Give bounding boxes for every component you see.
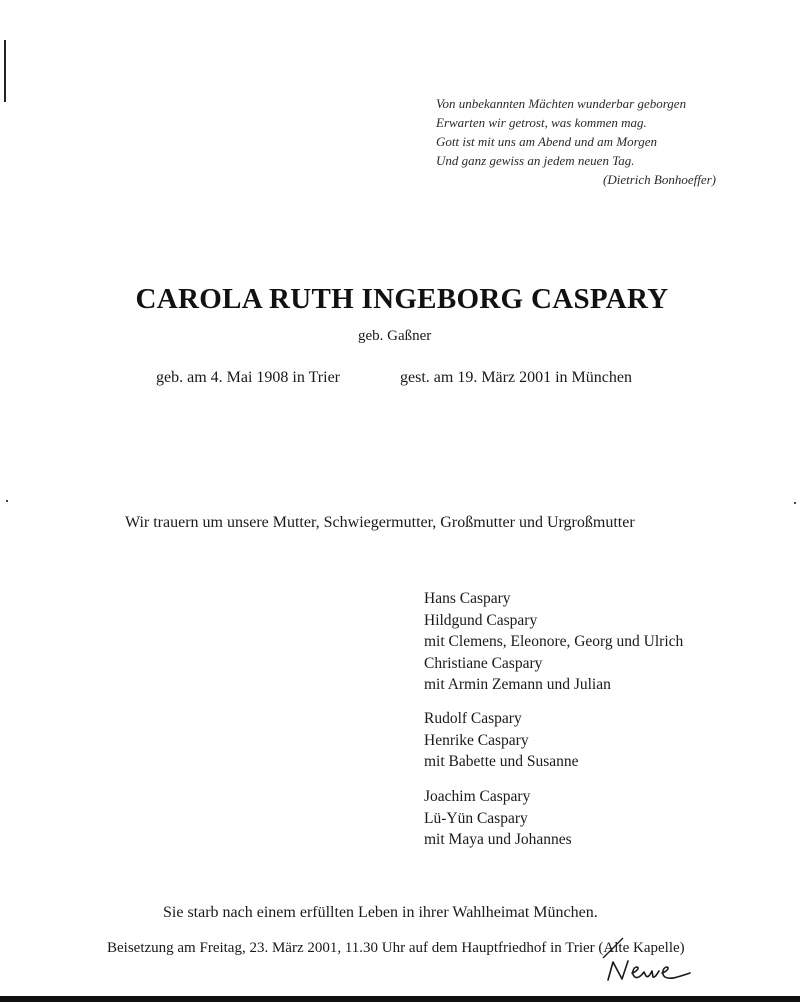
maiden-name: geb. Gaßner xyxy=(358,328,432,344)
bonhoeffer-poem xyxy=(436,94,736,189)
family-member: Hildgund Caspary xyxy=(424,611,538,629)
scan-edge-left xyxy=(4,40,6,102)
family-member: Christiane Caspary xyxy=(424,654,543,672)
birth-info: geb. am 4. Mai 1908 in Trier xyxy=(156,369,340,386)
scan-speck xyxy=(794,502,796,504)
funeral-info xyxy=(107,940,685,957)
family-group xyxy=(424,588,683,696)
family-member: mit Babette und Susanne xyxy=(424,753,579,770)
handwritten-correction xyxy=(604,956,694,986)
funeral-text: Beisetzung am Freitag, 23. März 2001, 11.30 Uhr auf dem Hauptfriedhof in Trier ( xyxy=(107,940,604,956)
mourning-statement: Wir trauern um unsere Mutter, Schwiegermutter, Großmutter und Urgroßmutter xyxy=(125,514,635,531)
poem-line: Und ganz gewiss an jedem neuen Tag. xyxy=(436,153,635,168)
family-member: Lü-Yün Caspary xyxy=(424,809,528,827)
struck-word-text: Alte xyxy=(603,940,630,956)
family-member: Henrike Caspary xyxy=(424,731,529,749)
closing-statement: Sie starb nach einem erfüllten Leben in ihrer Wahlheimat München. xyxy=(163,904,598,921)
poem-line: Gott ist mit uns am Abend und am Morgen xyxy=(436,134,657,149)
family-member: Hans Caspary xyxy=(424,590,511,607)
family-member: mit Clemens, Eleonore, Georg und Ulrich xyxy=(424,633,684,650)
family-group xyxy=(424,786,572,851)
family-member: Joachim Caspary xyxy=(424,788,531,805)
struck-word xyxy=(603,940,629,957)
poem-line: Von unbekannten Mächten wunderbar geborgen xyxy=(436,96,687,111)
scan-speck xyxy=(6,500,8,502)
family-group xyxy=(424,708,579,773)
family-member: mit Maya und Johannes xyxy=(424,831,572,848)
poem-author: (Dietrich Bonhoeffer) xyxy=(603,172,716,187)
deceased-name: CAROLA RUTH INGEBORG CASPARY xyxy=(135,283,669,315)
death-info: gest. am 19. März 2001 in München xyxy=(400,369,632,386)
funeral-text-end: Kapelle) xyxy=(629,940,685,956)
family-member: Rudolf Caspary xyxy=(424,710,522,727)
deceased-name-heading xyxy=(0,283,800,316)
scan-edge-bottom xyxy=(0,996,800,1002)
family-member: mit Armin Zemann und Julian xyxy=(424,676,611,693)
poem-line: Erwarten wir getrost, was kommen mag. xyxy=(436,115,647,130)
